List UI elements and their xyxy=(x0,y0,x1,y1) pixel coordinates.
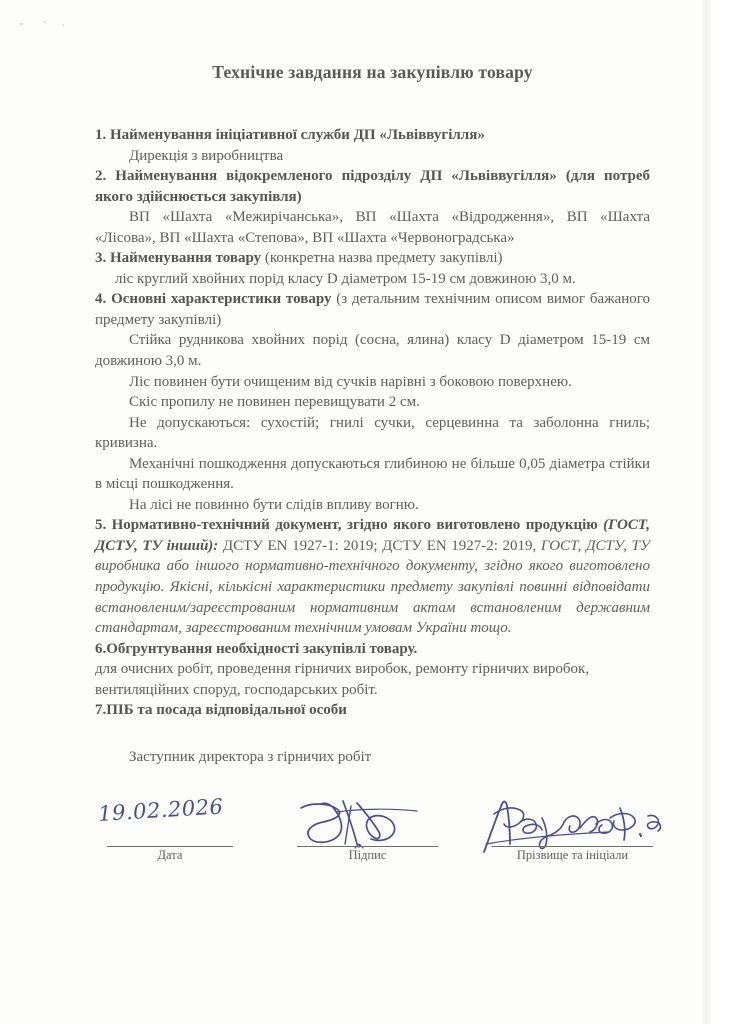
section-5-value: ДСТУ EN 1927-1: 2019; ДСТУ EN 1927-2: 2019, xyxy=(222,537,537,554)
section-6-body-text: для очисних робіт, проведення гірничих виробок, ремонту гірничих виробок, вентиляційних споруд, господарських робіт. xyxy=(95,661,590,698)
section-4-number: 4. xyxy=(95,291,107,308)
section-4-paragraph-4-text: Не допускаються: сухостій; гнилі сучки, серцевинна та заболонна гниль; кривизна. xyxy=(95,414,650,452)
section-6-heading-text: Обгрунтування необхідності закупівлі товару. xyxy=(106,640,418,657)
section-7-heading-text: ПІБ та посада відповідальної особи xyxy=(106,702,347,719)
section-4-paragraph-2-text: Ліс повинен бути очищеним від сучків нарівні з боковою поверхнею. xyxy=(129,373,572,390)
name-caption: Прізвище та ініціали xyxy=(516,848,629,862)
section-7-body-text: Заступник директора з гірничих робіт xyxy=(129,748,372,765)
section-6-body xyxy=(95,659,650,700)
signature-rule xyxy=(297,846,438,847)
section-3-body-text: ліс круглий хвойних порід класу D діаметром 15-19 см довжиною 3,0 м. xyxy=(115,270,576,287)
section-7-number: 7. xyxy=(95,702,107,719)
vertical-spacer xyxy=(95,721,650,747)
handwritten-signature-icon xyxy=(285,800,450,850)
section-4-paragraph-5 xyxy=(95,454,650,495)
section-4-paragraph-6-text: На лісі не повинно бути слідів впливу вогню. xyxy=(129,496,419,513)
section-7-heading xyxy=(95,700,650,721)
section-4-paragraph-2 xyxy=(95,372,650,393)
section-3-heading-text: Найменування товару xyxy=(110,250,262,267)
section-6-heading xyxy=(95,639,650,660)
date-rule xyxy=(107,846,233,847)
section-1-heading-text: Найменування ініціативної служби ДП «Львіввугілля» xyxy=(110,127,485,143)
section-2-body-text: ВП «Шахта «Межирічанська», ВП «Шахта «Відродження», ВП «Шахта «Лісова», ВП «Шахта «Степова», ВП «Шахта «Червоноградська» xyxy=(95,209,650,246)
section-5-heading-italic: (ГОСТ, ДСТУ, ТУ інший): xyxy=(95,517,651,554)
section-5 xyxy=(95,515,650,638)
section-6-number: 6. xyxy=(95,640,107,657)
date-caption: Дата xyxy=(157,848,183,862)
section-5-number: 5. xyxy=(95,517,107,534)
section-1-heading xyxy=(95,125,650,146)
section-4-heading xyxy=(95,289,650,330)
page-title: Технічне завдання на закупівлю товару xyxy=(212,62,533,82)
section-4-paragraph-3-text: Скіс пропилу не повинен перевищувати 2 см. xyxy=(129,394,420,411)
section-3-heading xyxy=(95,248,650,269)
handwritten-date: 19.02.2026 xyxy=(97,794,225,826)
signature-date-cell xyxy=(95,794,245,875)
section-4-paragraph-4 xyxy=(95,413,650,454)
name-rule xyxy=(492,846,653,847)
section-4-paragraph-3 xyxy=(95,392,650,413)
section-1-number: 1. xyxy=(95,127,107,143)
section-4-paragraph-1 xyxy=(95,330,650,371)
section-4-paragraph-5-text: Механічні пошкодження допускаються глибиною не більше 0,05 діаметра стійки в місці пошкодження. xyxy=(95,455,650,493)
signature-caption: Підпис xyxy=(348,848,387,862)
section-2-number: 2. xyxy=(95,168,107,185)
section-5-heading-text: Нормативно-технічний документ, згідно якого виготовлено продукцію xyxy=(111,517,598,534)
section-2-heading xyxy=(95,166,650,207)
section-7-body xyxy=(95,747,650,768)
section-4-heading-note: (з детальним технічним описом вимог бажаного предмету закупівлі) xyxy=(95,291,651,328)
section-2-body xyxy=(95,207,650,248)
section-4-paragraph-6 xyxy=(95,495,650,516)
section-3-heading-note: (конкретна назва предмету закупівлі) xyxy=(264,250,503,267)
section-3-body xyxy=(95,269,650,290)
section-4-heading-text: Основні характеристики товару xyxy=(111,291,332,308)
section-5-body-italic: ГОСТ, ДСТУ, ТУ виробника або іншого нормативно-технічного документу, згідно якого виготовлено продукцію. Якісні, кількісні характеристики предмету закупівлі повинні відповідати встановленим/зареєстрованим нормативним актам встановленим державним стандартам, зареєстрованим технічним умовам України тощо. xyxy=(95,537,650,637)
section-1-body xyxy=(95,146,650,167)
signature-name-cell xyxy=(480,800,665,875)
section-1-body-text: Дирекція з виробництва xyxy=(129,147,284,164)
document-content xyxy=(95,125,650,767)
signature-block xyxy=(95,794,655,875)
section-4-paragraph-1-text: Стійка рудникова хвойних порід (сосна, ялина) класу D діаметром 15-19 см довжиною 3,0 м. xyxy=(95,332,650,370)
signature-cell xyxy=(285,800,450,875)
section-2-heading-text: Найменування відокремленого підрозділу ДП «Львіввугілля» (для потреб якого здійснюється закупівля) xyxy=(95,168,650,205)
section-3-number: 3. xyxy=(95,250,107,267)
